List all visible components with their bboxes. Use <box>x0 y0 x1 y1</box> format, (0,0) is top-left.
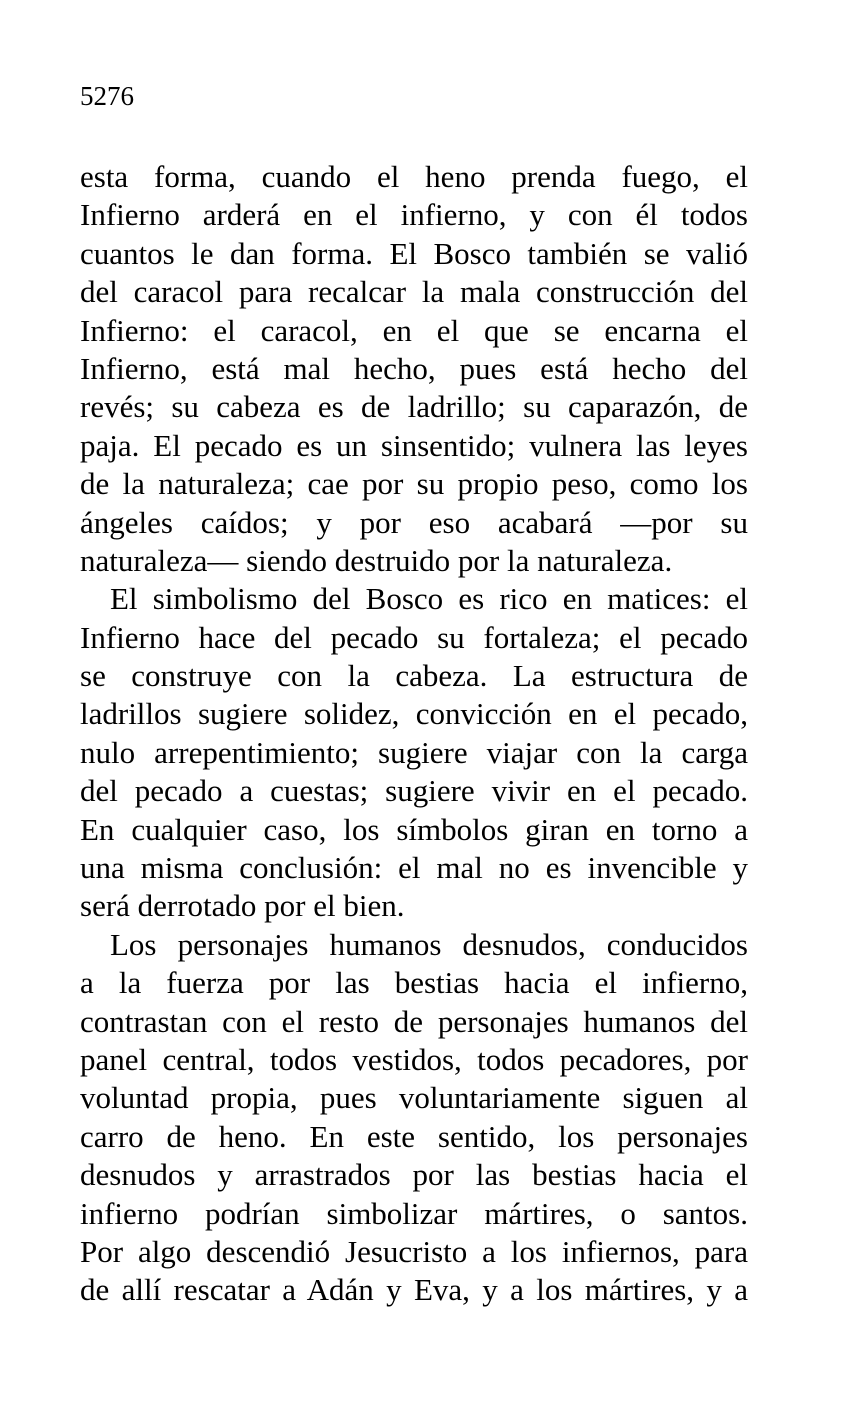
text-line: ladrillos sugiere solidez, convicción en el pecado, <box>80 696 748 732</box>
text-line: de allí rescatar a Adán y Eva, y a los mártires, y a <box>80 1272 748 1308</box>
text-line: naturaleza— siendo destruido por la naturaleza. <box>80 542 673 578</box>
text-line: Infierno arderá en el infierno, y con él todos <box>80 197 748 233</box>
text-line: voluntad propia, pues voluntariamente siguen al <box>80 1080 748 1116</box>
text-line: Infierno hace del pecado su fortaleza; el pecado <box>80 619 748 655</box>
text-line: revés; su cabeza es de ladrillo; su caparazón, de <box>80 389 748 425</box>
page-number: 5276 <box>80 81 134 111</box>
text-line: nulo arrepentimiento; sugiere viajar con la carga <box>80 734 748 770</box>
text-line: de la naturaleza; cae por su propio peso, como los <box>80 466 748 502</box>
text-line: del pecado a cuestas; sugiere vivir en el pecado. <box>80 773 748 809</box>
text-line: Infierno, está mal hecho, pues está hecho del <box>80 350 748 386</box>
text-line: una misma conclusión: el mal no es invencible y <box>80 850 748 886</box>
text-line: se construye con la cabeza. La estructura de <box>80 658 748 694</box>
text-line: del caracol para recalcar la mala construcción del <box>80 274 748 310</box>
text-body <box>80 158 748 1310</box>
text-line: Por algo descendió Jesucristo a los infiernos, para <box>80 1233 748 1269</box>
text-line: En cualquier caso, los símbolos giran en torno a <box>80 811 748 847</box>
text-line: cuantos le dan forma. El Bosco también se valió <box>80 235 748 271</box>
text-line: ángeles caídos; y por eso acabará —por su <box>80 504 748 540</box>
paragraph <box>80 926 748 1310</box>
text-line: será derrotado por el bien. <box>80 888 405 924</box>
text-line: paja. El pecado es un sinsentido; vulnera las leyes <box>80 427 748 463</box>
text-line: esta forma, cuando el heno prenda fuego, el <box>80 159 748 194</box>
text-line: a la fuerza por las bestias hacia el infierno, <box>80 965 748 1001</box>
text-line: panel central, todos vestidos, todos pecadores, por <box>80 1041 748 1077</box>
text-line: contrastan con el resto de personajes humanos del <box>80 1003 748 1039</box>
text-line: desnudos y arrastrados por las bestias hacia el <box>80 1157 748 1193</box>
text-line: Infierno: el caracol, en el que se encarna el <box>80 312 748 348</box>
paragraph <box>80 580 748 926</box>
text-line: Los personajes humanos desnudos, conducidos <box>110 926 748 962</box>
text-line: carro de heno. En este sentido, los personajes <box>80 1118 748 1154</box>
text-line: infierno podrían simbolizar mártires, o santos. <box>80 1195 748 1231</box>
text-line: El simbolismo del Bosco es rico en matices: el <box>110 581 748 617</box>
paragraph <box>80 158 748 580</box>
